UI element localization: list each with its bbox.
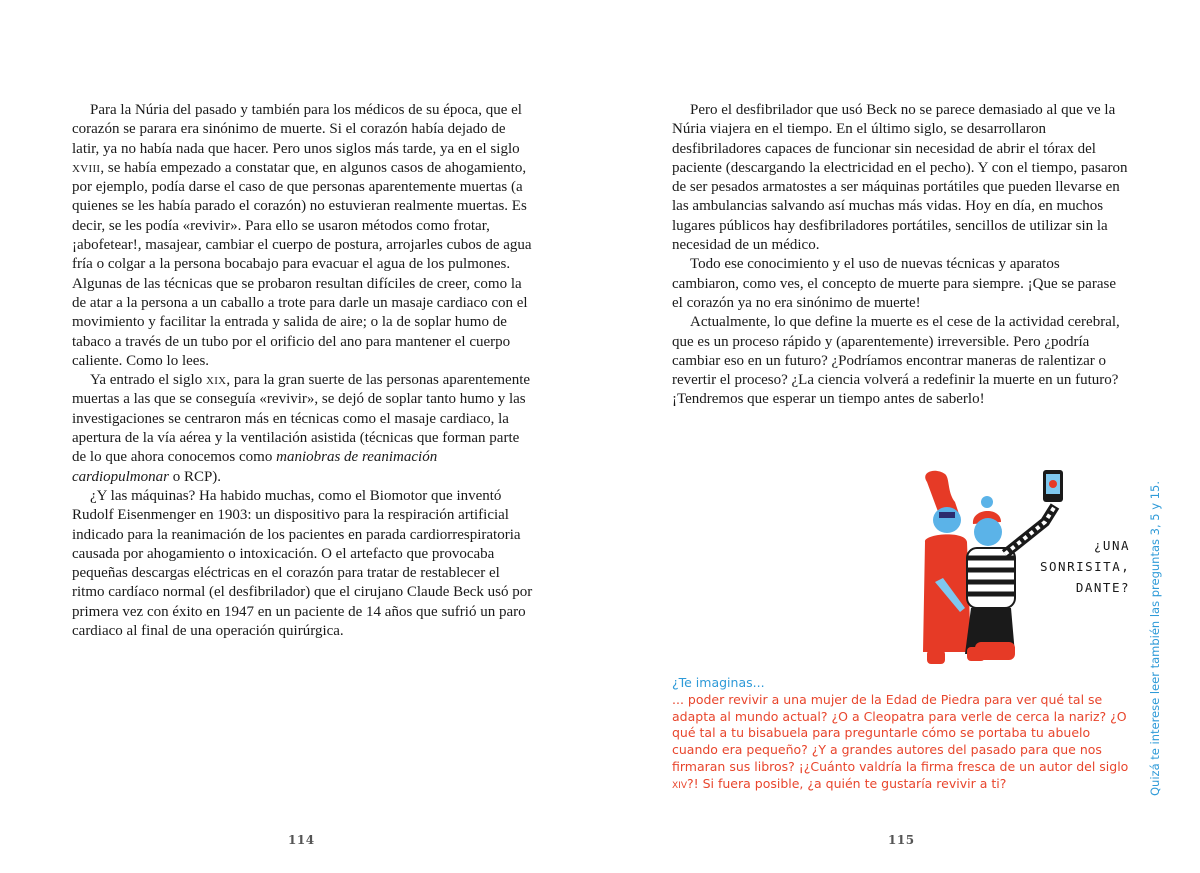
aside-body: ... poder revivir a una mujer de la Edad de Piedra para ver qué tal se adapta al mundo actual? ¿O a Cleopatra para verle de cerca la nariz? ¿O qué tal a tu bisabuela para preguntarle cómo se portaba tu abuelo cuando era pequeño? ¿Y a grandes autores del pasado para que nos firmaran sus libros? ¡¿Cuánto valdría la firma fresca de un autor del siglo xiv?! Si fuera posible, ¿a quién te gustaría revivir a ti? bbox=[672, 691, 1129, 791]
italic-term: maniobras de reanimación cardiopulmonar bbox=[72, 449, 438, 485]
paragraph: Todo ese conocimiento y el uso de nuevas técnicas y aparatos cambiaron, como ves, el concepto de muerte para siempre. ¡Que se parase el corazón ya no era sinónimo de muerte! bbox=[672, 256, 1116, 311]
paragraph: Para la Núria del pasado y también para los médicos de su época, que el corazón se parara era sinónimo de muerte. Si el corazón había dejado de latir, ya no había nada que hacer. Pero unos siglos más tarde, ya en el siglo xviii, se había empezado a constatar que, en algunos casos de ahogamiento, por ejemplo, podía darse el caso de que personas aparentemente muertas (a quienes se les había parado el corazón) no estuvieran realmente muertas. Es decir, se les podía «revivir». Para ello se usaron métodos como frotar, ¡abofetear!, masajear, cambiar el cuerpo de postura, arrojarles cubos de agua fría o colgar a la persona bocabajo para evacuar el agua de los pulmones. Algunas de las técnicas que se probaron resultan difíciles de creer, como la de atar a la persona a un caballo a trote para darle un masaje cardiaco con el movimiento y facilitar la entrada y salida de aire; o la de soplar humo de tabaco a través de un tubo por el orificio del ano para mantener el cuerpo caliente. Como lo lees. bbox=[72, 102, 532, 369]
page-number: 115 bbox=[888, 833, 915, 847]
century-numeral: xiv bbox=[672, 775, 687, 791]
century-numeral: xviii bbox=[72, 159, 101, 176]
paragraph: Actualmente, lo que define la muerte es el cese de la actividad cerebral, que es un proceso rápido y (aparentemente) irreversible. Pero ¿podría cambiar eso en un futuro? ¿Podríamos encontrar maneras de ralentizar o revertir el proceso? ¿La ciencia volverá a redefinir la muerte en un futuro? ¡Tendremos que esperar un tiempo antes de saberlo! bbox=[672, 314, 1120, 408]
right-page bbox=[600, 0, 1200, 873]
speech-bubble-text: ¿UNA SONRISITA, DANTE? bbox=[1040, 538, 1131, 595]
paragraph: ¿Y las máquinas? Ha habido muchas, como el Biomotor que inventó Rudolf Eisenmenger en 1903: un dispositivo para la respiración artificial indicado para la reanimación de los pacientes en parada cardiorrespiratoria causada por ahogamiento o intoxicación. O el artefacto que provocaba pequeñas descargas eléctricas en el corazón para tratar de restablecer el ritmo cardíaco normal (el desfibrilador) que el cirujano Claude Beck usó por primera vez con éxito en 1947 en un paciente de 14 años que sufrió un paro cardiaco al final de una operación quirúrgica. bbox=[72, 487, 533, 640]
right-body-text bbox=[672, 101, 1130, 410]
paragraph: Ya entrado el siglo xix, para la gran suerte de las personas aparentemente muertas a las que se conseguía «revivir», se dejó de soplar tanto humo y las investigaciones se centraron más en técnicas como el masaje cardiaco, la apertura de la vía aérea y la ventilación asistida (técnicas que forman parte de lo que ahora conocemos como maniobras de reanimación cardiopulmonar o RCP). bbox=[72, 372, 531, 485]
cross-reference-note: Quizá te interese leer también las preguntas 3, 5 y 15. bbox=[1148, 480, 1162, 796]
woman-figure bbox=[923, 471, 971, 664]
paragraph: Pero el desfibrilador que usó Beck no se parece demasiado al que ve la Núria viajera en el tiempo. En el último siglo, se desarrollaron desfibriladores capaces de funcionar sin necesidad de abrir el tórax del paciente (descargando la electricidad en el pecho). Y con el tiempo, pasaron de ser pesados armatostes a ser máquinas portátiles que pueden llevarse en las ambulancias salvando así muchas más vidas. Hoy en día, en muchos lugares públicos hay desfibriladores portátiles, sencillos de utilizar sin la necesidad de un médico. bbox=[672, 102, 1128, 254]
century-numeral: xix bbox=[205, 372, 227, 389]
imagine-aside bbox=[672, 675, 1130, 793]
left-body-text bbox=[72, 101, 534, 641]
page-number: 114 bbox=[288, 833, 315, 847]
aside-title: ¿Te imaginas... bbox=[672, 675, 765, 690]
